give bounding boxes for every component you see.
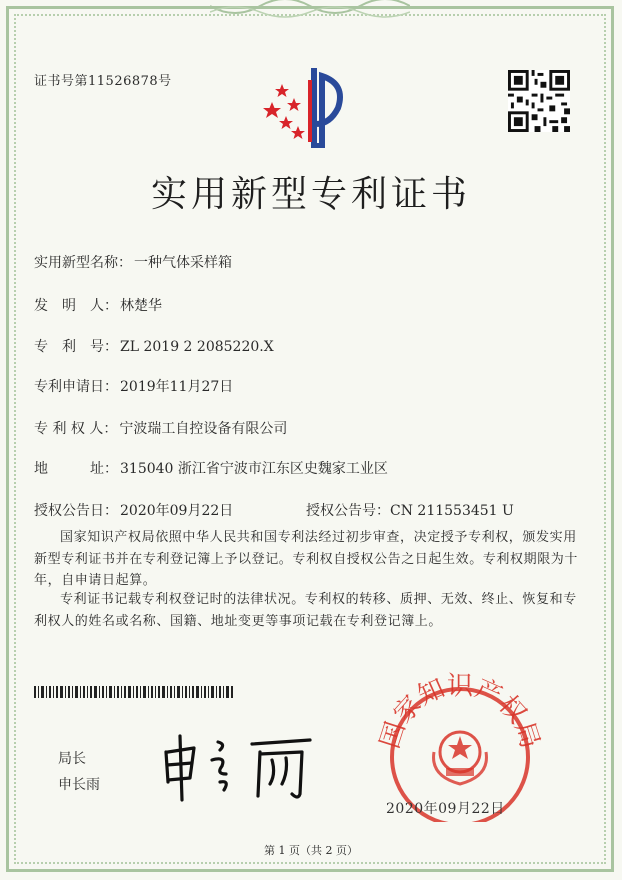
announcement-number-label: 授权公告号： bbox=[306, 503, 390, 519]
announcement-number-row bbox=[306, 500, 514, 520]
inventor-label: 发 明 人： bbox=[34, 298, 118, 314]
director-name: 申长雨 bbox=[58, 777, 100, 793]
patentee-value: 宁波瑞工自控设备有限公司 bbox=[119, 421, 288, 437]
certificate-title: 实用新型专利证书 bbox=[150, 174, 471, 215]
utility-model-name-value: 一种气体采样箱 bbox=[134, 255, 232, 271]
page-indicator: 第 1 页（共 2 页） bbox=[264, 844, 358, 857]
inventor-row bbox=[34, 295, 162, 315]
patent-number-row bbox=[34, 336, 274, 356]
cnipa-logo-icon bbox=[258, 62, 354, 148]
handwritten-signature-icon bbox=[160, 730, 320, 805]
patentee-row bbox=[34, 418, 287, 438]
director-label: 局长 bbox=[58, 751, 86, 767]
barcode-icon bbox=[34, 686, 234, 698]
announcement-date-value: 2020年09月22日 bbox=[120, 503, 234, 519]
patent-number-label: 专 利 号： bbox=[34, 339, 118, 355]
patentee-label: 专 利 权 人： bbox=[34, 421, 118, 437]
body-paragraph-2: 专利证书记载专利权登记时的法律状况。专利权的转移、质押、无效、终止、恢复和专利权人的姓名或名称、国籍、地址变更等事项记载在专利登记簿上。 bbox=[34, 592, 577, 629]
inventor-value: 林楚华 bbox=[120, 298, 162, 314]
seal-date: 2020年09月22日 bbox=[386, 801, 505, 817]
utility-model-name-label: 实用新型名称： bbox=[34, 255, 132, 271]
body-paragraph-1: 国家知识产权局依照中华人民共和国专利法经过初步审查，决定授予专利权，颁发实用新型专利证书并在专利登记簿上予以登记。专利权自授权公告之日起生效。专利权期限为十年，自申请日起算。 bbox=[34, 530, 579, 588]
patent-number-value: ZL 2019 2 2085220.X bbox=[120, 339, 274, 355]
address-value: 315040 浙江省宁波市江东区史魏家工业区 bbox=[120, 461, 388, 477]
qr-code-icon bbox=[508, 70, 570, 132]
seal-text: 国家知识产权局 bbox=[375, 672, 545, 753]
announcement-date-label: 授权公告日： bbox=[34, 503, 118, 519]
application-date-value: 2019年11月27日 bbox=[120, 379, 234, 395]
address-label: 地 址： bbox=[34, 461, 118, 477]
application-date-row bbox=[34, 376, 233, 396]
certificate-number: 证书号第11526878号 bbox=[34, 74, 172, 89]
announcement-date-row bbox=[34, 500, 233, 520]
announcement-number-value: CN 211553451 U bbox=[390, 503, 514, 519]
address-row bbox=[34, 458, 388, 478]
top-ornament-icon bbox=[210, 0, 410, 20]
utility-model-name-row bbox=[34, 252, 232, 272]
application-date-label: 专利申请日： bbox=[34, 379, 118, 395]
